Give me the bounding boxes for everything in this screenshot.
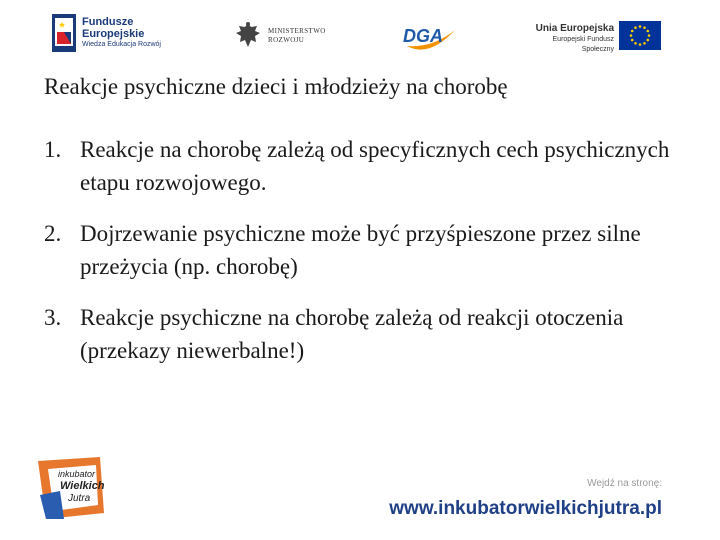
inkubator-line2: Wielkich	[60, 480, 105, 492]
inkubator-logo	[34, 455, 110, 521]
fundusze-line2: Europejskie	[82, 28, 145, 40]
fundusze-europejskie-icon	[52, 14, 76, 52]
dga-text: DGA	[403, 26, 443, 46]
list-item	[44, 217, 684, 283]
list-item-text: Reakcje na chorobę zależą od specyficznych cech psychicznych etapu rozwojowego.	[80, 137, 670, 195]
inkubator-icon	[34, 455, 110, 521]
eu-flag-icon	[619, 21, 661, 50]
website-label: Wejdź na stronę:	[587, 478, 662, 489]
list-item-text: Dojrzewanie psychiczne może być przyśpieszone przez silne przeżycia (np. chorobę)	[80, 221, 641, 279]
list-item	[44, 133, 684, 199]
website-block	[389, 477, 662, 521]
fundusze-europejskie-logo	[52, 14, 167, 56]
dga-icon	[399, 22, 459, 52]
ministerstwo-line2: ROZWOJU	[268, 36, 305, 44]
list-item-text: Reakcje psychiczne na chorobę zależą od reakcji otoczenia (przekazy niewerbalne!)	[80, 305, 624, 363]
list-item-number: 1.	[44, 137, 62, 162]
slide-title: Reakcje psychiczne dzieci i młodzieży na chorobę	[44, 74, 508, 99]
list-item-number: 3.	[44, 305, 62, 330]
list-item-number: 2.	[44, 221, 62, 246]
inkubator-line3: Jutra	[68, 493, 91, 504]
unia-line1: Unia Europejska	[535, 23, 614, 34]
ministerstwo-line1: MINISTERSTWO	[268, 27, 326, 35]
fundusze-line1: Fundusze	[82, 16, 134, 28]
logo-bar	[0, 0, 720, 62]
website-url[interactable]: www.inkubatorwielkichjutra.pl	[389, 498, 662, 519]
dga-logo	[399, 22, 459, 52]
unia-line2: Europejski Fundusz Społeczny	[552, 36, 614, 53]
unia-europejska-logo	[520, 18, 662, 54]
point-list	[44, 133, 684, 385]
fundusze-line3: Wiedza Edukacja Rozwój	[82, 41, 161, 48]
ministerstwo-logo	[234, 20, 334, 54]
inkubator-line1: inkubator	[58, 469, 96, 479]
list-item	[44, 301, 684, 367]
eagle-emblem-icon	[234, 20, 262, 52]
